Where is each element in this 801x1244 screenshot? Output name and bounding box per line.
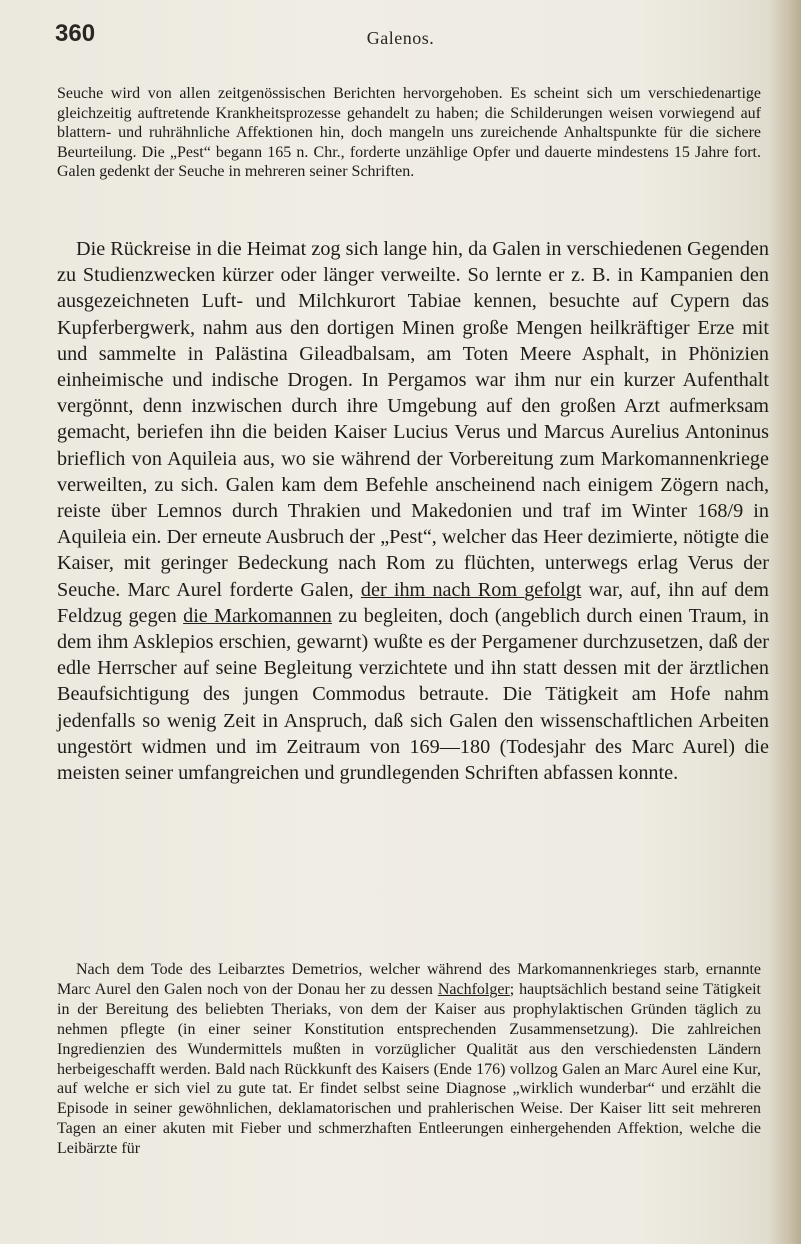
page-number: 360 [55,20,96,47]
body-paragraph [57,236,769,786]
body-text-part-1: Die Rückreise in die Heimat zog sich lange hin, da Galen in verschiedenen Gegenden zu Studienzwecken kürzer oder länger verweilte. So lernte er z. B. in Kampanien den ausgezeichneten Luft- und Milchkurort Tabiae kennen, besuchte auf Cypern das Kupferbergwerk, nahm aus den dortigen Minen große Mengen heilkräftiger Erze mit und sammelte in Palästina Gileadbalsam, am Toten Meere Asphalt, in Phönizien einheimische und indische Drogen. In Pergamos war ihm nur ein kurzer Aufenthalt vergönnt, denn inzwischen durch ihre Umgebung auf den großen Arzt aufmerksam gemacht, beriefen ihn die beiden Kaiser Lucius Verus und Marcus Aurelius Antoninus brieflich von Aquileia aus, wo sie während der Vorbereitung zum Markomannenkriege verweilten, zu sich. Galen kam dem Befehle anscheinend nach einigem Zögern nach, reiste über Lemnos durch Thrakien und Makedonien und traf im Winter 168/9 in Aquileia ein. Der erneute Ausbruch der „Pest“, welcher das Heer dezimierte, nötigte die Kaiser, mit geringer Bedeckung nach Rom zu flüchten, unterwegs erlag Verus der Seuche. Marc Aurel forderte Galen, [57,238,769,601]
underlined-phrase-rom: der ihm nach Rom gefolgt [360,578,582,601]
footnote-bottom-part-1: Nach dem Tode des Leibarztes Demetrios, welcher während des Markomannenkrieges starb, ernannte Marc Aurel den Galen noch von der Donau her zu dessen [57,961,761,998]
page-header [0,20,801,60]
underlined-word-nachfolger: Nachfolger [437,980,510,998]
footnote-bottom-text [57,960,761,1159]
body-text-part-3: zu begleiten, doch (angeblich durch einen Traum, in dem ihm Asklepios erschien, gewarnt) wußte es der Pergamener durchzusetzen, daß der edle Herrscher auf seine Begleitung verzichtete und ihn statt dessen mit der ärztlichen Beaufsichtigung des jungen Commodus betraute. Die Tätigkeit am Hofe nahm jedenfalls so wenig Zeit in Anspruch, daß sich Galen den wissenschaftlichen Arbeiten ungestört widmen und im Zeitraum von 169—180 (Todesjahr des Marc Aurel) die meisten seiner umfangreichen und grundlegenden Schriften abfassen konnte. [57,604,769,785]
body-text-part-2: war, auf, ihn auf dem Feldzug gegen [57,578,770,627]
footnote-top [57,84,761,182]
underlined-phrase-markomannen: die Markomannen [183,604,332,627]
footnote-bottom [57,960,761,1159]
main-body [57,236,769,786]
footnote-bottom-part-2: ; hauptsächlich bestand seine Tätigkeit in der Bereitung des beliebten Theriaks, von dem der Kaiser aus prophylaktischen Gründen täglich zu nehmen pflegte (in einer seiner Konstitution entsprechenden Zusammensetzung). Die zahlreichen Ingredienzien des Wundermittels mußten in vorzüglicher Qualität aus den verschiedensten Ländern herbeigeschafft werden. Bald nach Rückkunft des Kaisers (Ende 176) vollzog Galen an Marc Aurel eine Kur, auf welche er sich viel zu gute tat. Er findet selbst seine Diagnose „wirklich wunderbar“ und erzählt die Episode in seiner gewöhnlichen, deklamatorischen und prahlerischen Weise. Der Kaiser litt seit mehreren Tagen an einer akuten mit Fieber und schmerzhaften Entleerungen einhergehenden Affektion, welche die Leibärzte für [57,980,762,1158]
running-title: Galenos. [366,28,435,48]
footnote-top-text: Seuche wird von allen zeitgenössischen Berichten hervorgehoben. Es scheint sich um verschiedenartige gleichzeitig auftretende Krankheitsprozesse gehandelt zu haben; die Schilderungen weisen vorwiegend auf blattern- und ruhrähnliche Affektionen hin, doch mangeln uns zureichende Anhaltspunkte für die sichere Beurteilung. Die „Pest“ begann 165 n. Chr., forderte unzählige Opfer und dauerte mindestens 15 Jahre fort. Galen gedenkt der Seuche in mehreren seiner Schriften. [57,85,761,181]
page-edge-shadow [769,0,801,1244]
